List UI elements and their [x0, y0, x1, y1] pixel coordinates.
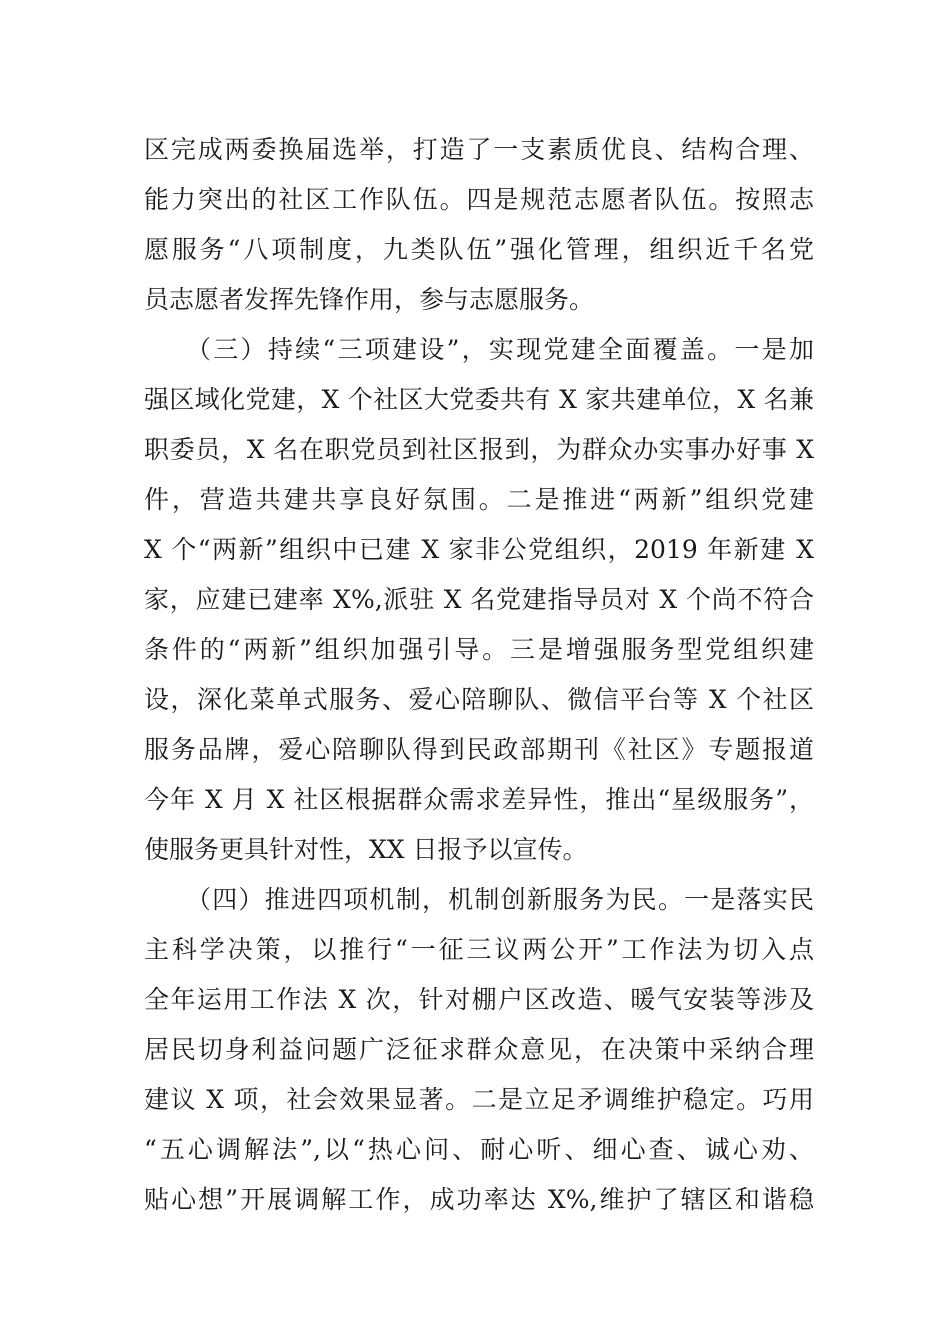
body-text-line: 居民切身利益问题广泛征求群众意见，在决策中采纳合理	[144, 1035, 814, 1064]
body-text-line: 能力突出的社区工作队伍。四是规范志愿者队伍。按照志	[144, 185, 814, 214]
body-text-line: 件，营造共建共享良好氛围。二是推进“两新”组织党建	[144, 485, 814, 514]
body-text-line: 员志愿者发挥先锋作用，参与志愿服务。	[144, 285, 595, 314]
body-text-line: 设，深化菜单式服务、爱心陪聊队、微信平台等 X 个社区	[144, 685, 814, 714]
body-text-line: 条件的“两新”组织加强引导。三是增强服务型党组织建	[144, 635, 814, 664]
body-text-line: 家，应建已建率 X%,派驻 X 名党建指导员对 X 个尚不符合	[144, 585, 814, 614]
body-text-line: “五心调解法”,以“热心问、耐心听、细心查、诚心劝、	[144, 1135, 814, 1164]
body-text-line: 贴心想”开展调解工作，成功率达 X%,维护了辖区和谐稳	[144, 1185, 814, 1214]
body-text-line: 主科学决策，以推行“一征三议两公开”工作法为切入点	[144, 935, 814, 964]
body-text-line: 今年 X 月 X 社区根据群众需求差异性，推出“星级服务”，	[144, 785, 814, 814]
body-text-line: 建议 X 项，社会效果显著。二是立足矛调维护稳定。巧用	[144, 1085, 814, 1114]
body-text-line: 职委员，X 名在职党员到社区报到，为群众办实事办好事 X	[144, 435, 814, 464]
body-text-line: 强区域化党建，X 个社区大党委共有 X 家共建单位，X 名兼	[144, 385, 814, 414]
section-heading-4: （四）推进四项机制，机制创新服务为民。一是落实民	[186, 885, 814, 914]
body-text-line: 服务品牌，爱心陪聊队得到民政部期刊《社区》专题报道	[144, 735, 814, 764]
body-text-line: X 个“两新”组织中已建 X 家非公党组织，2019 年新建 X	[144, 535, 814, 564]
section-heading-3: （三）持续“三项建设”，实现党建全面覆盖。一是加	[186, 335, 814, 364]
body-text-line: 使服务更具针对性，XX 日报予以宣传。	[144, 835, 588, 864]
body-text-line: 全年运用工作法 X 次，针对棚户区改造、暖气安装等涉及	[144, 985, 814, 1014]
body-text-line: 愿服务“八项制度，九类队伍”强化管理，组织近千名党	[144, 235, 814, 264]
body-text-line: 区完成两委换届选举，打造了一支素质优良、结构合理、	[144, 135, 814, 164]
